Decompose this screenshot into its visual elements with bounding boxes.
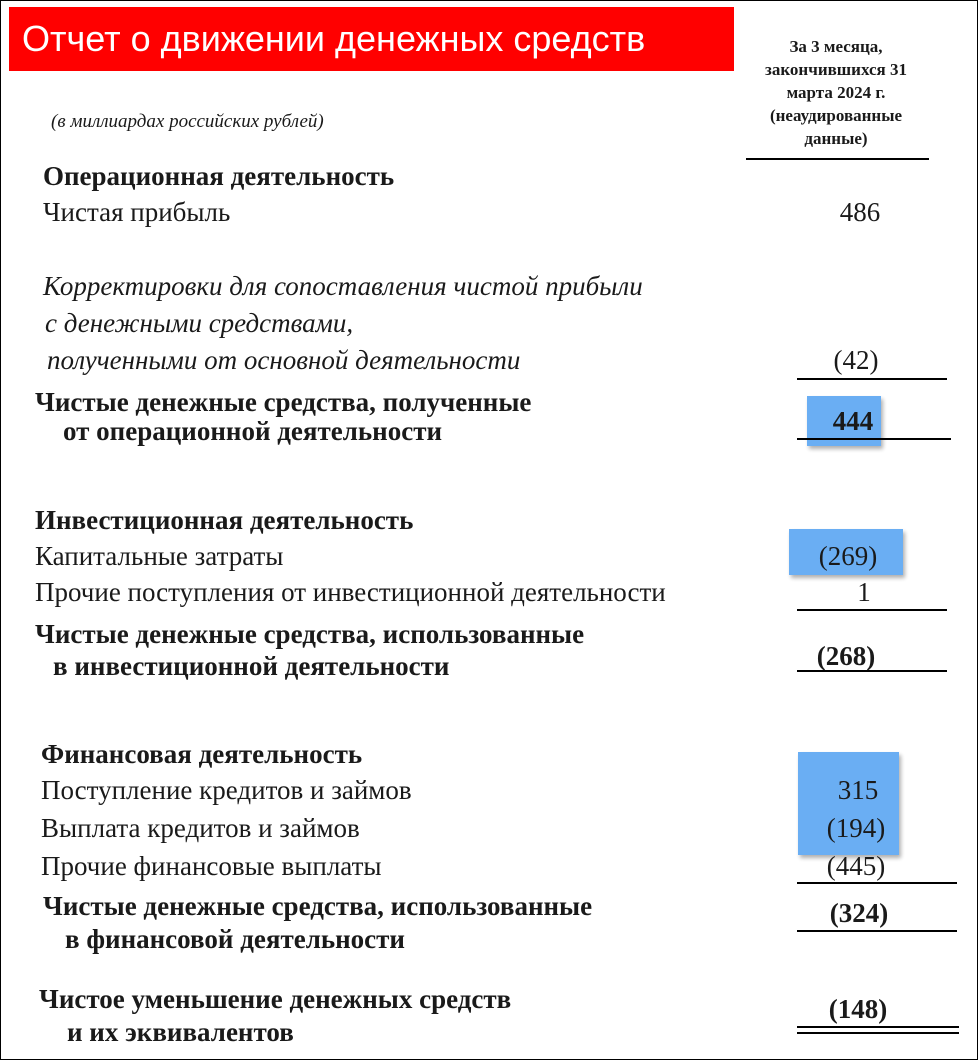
investing-total-rule	[797, 670, 947, 672]
financing-heading: Финансовая деятельность	[41, 739, 363, 769]
adjustments-label-line1: Корректировки для сопоставления чистой прибыли	[43, 271, 643, 301]
financing-total-label-line2: в финансовой деятельности	[65, 924, 405, 954]
investing-total-value: (268)	[816, 641, 876, 671]
column-header-rule	[746, 158, 929, 160]
capex-label: Капитальные затраты	[35, 541, 284, 571]
investing-total-label-line2: в инвестиционной деятельности	[53, 651, 450, 681]
net-change-rule-top	[797, 1026, 959, 1028]
net-change-label-line1: Чистое уменьшение денежных средств	[39, 984, 512, 1014]
statement-title: Отчет о движении денежных средств	[22, 18, 646, 59]
financing-total-label-line1: Чистые денежные средства, использованные	[43, 891, 593, 921]
net-change-rule-bottom	[797, 1032, 959, 1034]
financing-total-value: (324)	[829, 898, 889, 928]
operating-total-rule	[797, 438, 951, 440]
adjustments-value: (42)	[833, 345, 879, 375]
operating-heading: Операционная деятельность	[43, 161, 395, 191]
units-note: (в миллиардах российских рублей)	[51, 111, 324, 132]
other-financing-label: Прочие финансовые выплаты	[41, 851, 382, 881]
loan-repayment-value: (194)	[826, 813, 886, 843]
net-profit-label: Чистая прибыль	[43, 197, 231, 227]
adjustments-label-line3: полученными от основной деятельности	[47, 345, 521, 375]
operating-total-label-line1: Чистые денежные средства, полученные	[35, 387, 532, 417]
investing-heading: Инвестиционная деятельность	[35, 505, 414, 535]
capex-value: (269)	[818, 541, 878, 571]
loan-proceeds-value: 315	[837, 775, 879, 805]
net-change-value: (148)	[828, 994, 888, 1024]
column-header: За 3 месяца, закончившихся 31 марта 2024 г. (неаудированные данные)	[765, 37, 907, 148]
financing-subtotal-rule	[797, 882, 957, 884]
investing-total-label-line1: Чистые денежные средства, использованные	[35, 619, 585, 649]
loan-repayment-label: Выплата кредитов и займов	[41, 813, 360, 843]
operating-subtotal-rule	[797, 378, 947, 380]
operating-total-label-line2: от операционной деятельности	[63, 416, 443, 446]
adjustments-label-line2: с денежными средствами,	[45, 308, 354, 338]
net-change-label-line2: и их эквивалентов	[67, 1017, 294, 1047]
other-investing-value: 1	[857, 577, 871, 607]
operating-total-value: 444	[832, 406, 874, 436]
other-financing-value: (445)	[826, 851, 886, 881]
title-banner	[9, 7, 734, 71]
loan-proceeds-label: Поступление кредитов и займов	[41, 775, 412, 805]
investing-subtotal-rule	[797, 609, 947, 611]
financing-total-rule	[797, 930, 957, 932]
net-profit-value: 486	[839, 197, 881, 227]
other-investing-label: Прочие поступления от инвестиционной деятельности	[35, 577, 666, 607]
